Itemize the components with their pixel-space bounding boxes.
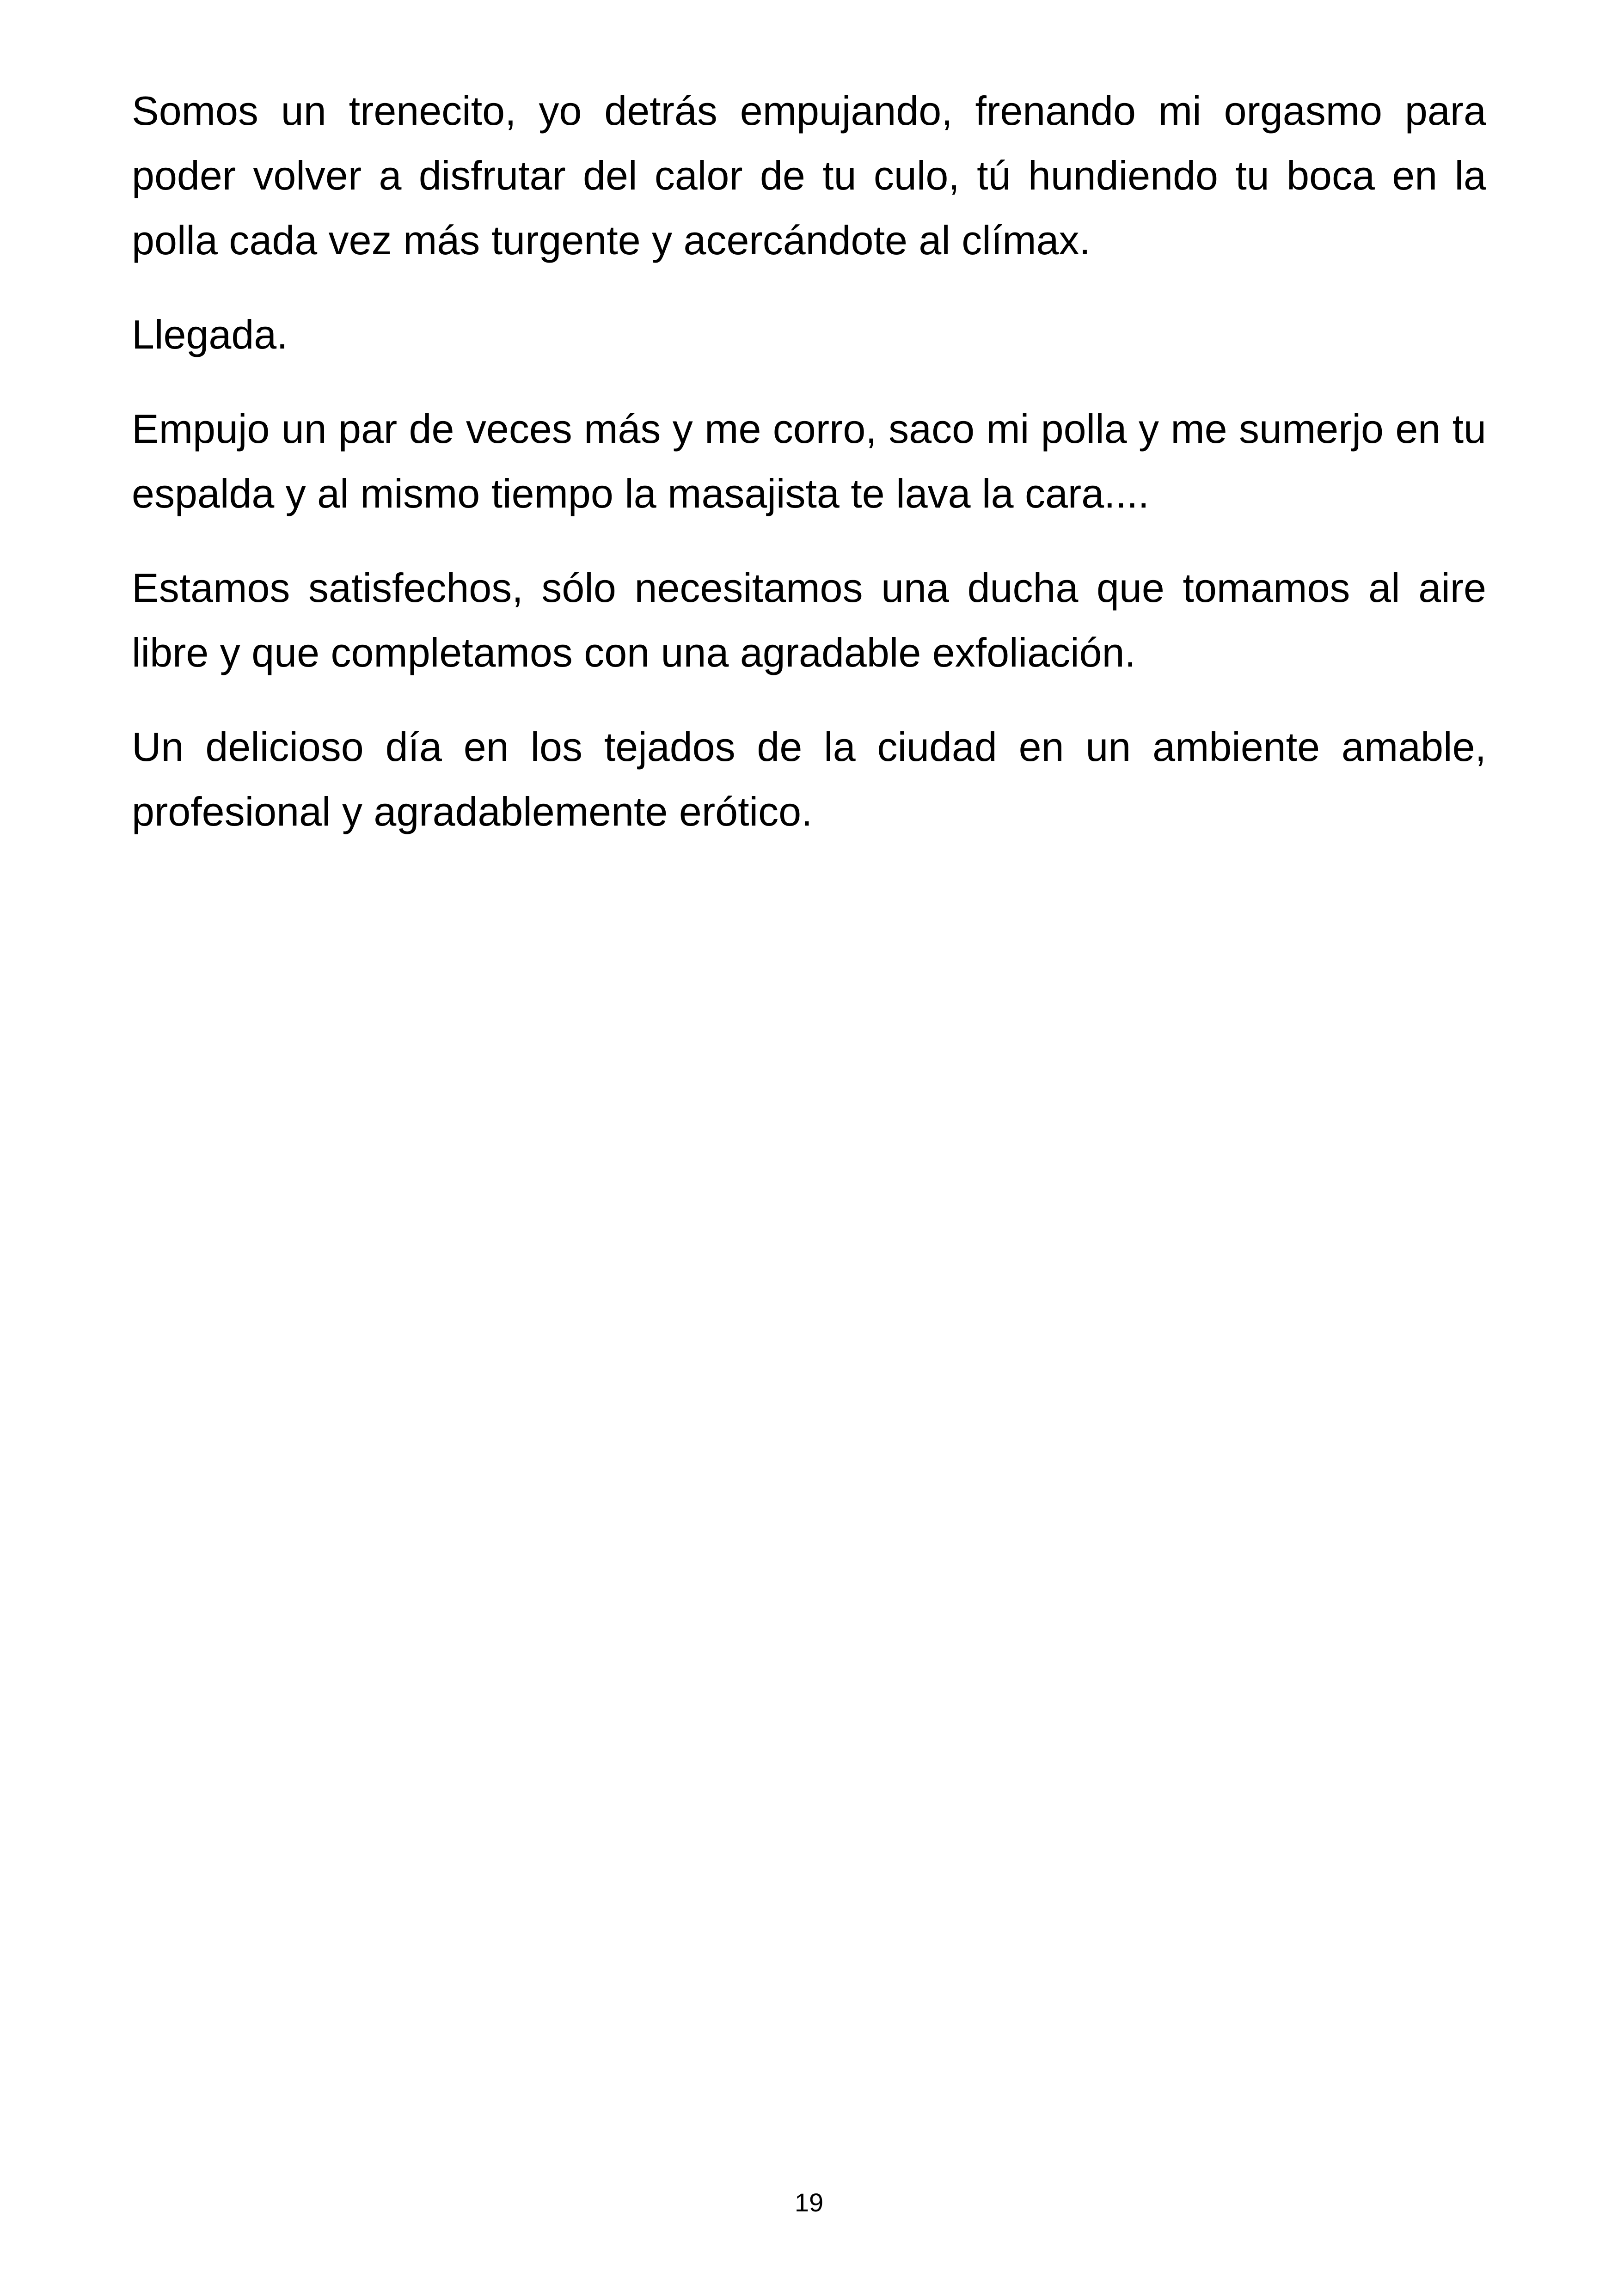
paragraph-2: Llegada. bbox=[132, 312, 288, 357]
paragraph-1: Somos un trenecito, yo detrás empujando, frenando mi orgasmo para poder volver a disfrutar del calor de tu culo, tú hundiendo tu boca en la polla cada vez más turgente y acercándote al clímax. bbox=[132, 88, 1486, 263]
paragraph-4: Estamos satisfechos, sólo necesitamos una ducha que tomamos al aire libre y que completamos con una agradable exfoliación. bbox=[132, 565, 1486, 675]
paragraph-3: Empujo un par de veces más y me corro, saco mi polla y me sumerjo en tu espalda y al mismo tiempo la masajista te lava la cara.... bbox=[132, 406, 1486, 516]
page-number: 19 bbox=[794, 2188, 824, 2217]
paragraph-5: Un delicioso día en los tejados de la ciudad en un ambiente amable, profesional y agradablemente erótico. bbox=[132, 724, 1486, 834]
body-text bbox=[132, 79, 1486, 874]
